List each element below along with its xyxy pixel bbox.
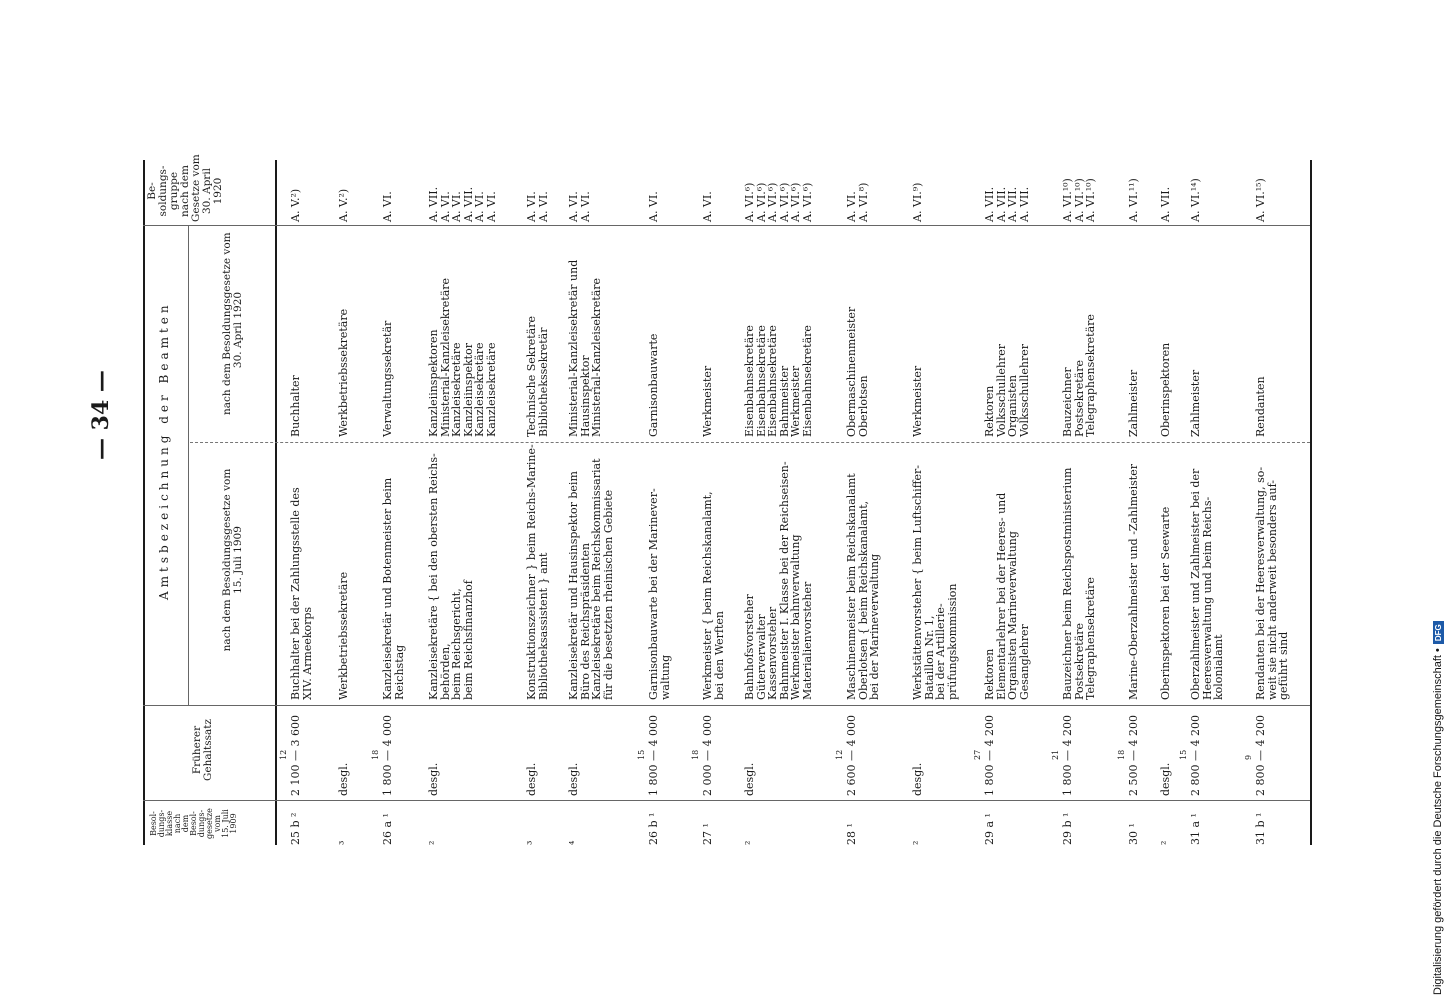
cell-title-1909 xyxy=(568,445,614,700)
cell-title-1909-line: Maschinenmeister beim Reichskanalamt xyxy=(845,473,858,700)
cell-title-1920-line: Ministerial-Kanzleisekretär und xyxy=(567,259,580,437)
cell-title-1909-line: waltung xyxy=(658,654,672,700)
cell-group-line: A. VI.¹⁰) xyxy=(1072,178,1086,222)
cell-title-1909 xyxy=(428,445,474,700)
col-sep-titles-group xyxy=(143,225,1310,226)
cell-group-line: A. VI.⁶) xyxy=(743,182,756,222)
cell-class: 27 ¹ xyxy=(701,823,714,845)
cell-title-1920-line: Bahnmeister xyxy=(777,365,791,437)
cell-group xyxy=(912,162,924,222)
cell-title-1920-line: Bibliothekssekretär xyxy=(536,327,550,437)
cell-title-1920-line: Bauzeichner xyxy=(1061,367,1074,437)
cell-title-1909-line: Gesanglehrer xyxy=(1017,624,1031,700)
cell-salary: desgl. xyxy=(525,762,538,796)
cell-group xyxy=(744,162,813,222)
cell-salary-superscript: 12 xyxy=(835,749,844,760)
header-class xyxy=(150,801,238,846)
cell-group-line: A. VI.¹⁵) xyxy=(1254,178,1267,222)
hdr-class-line: 15. Juli xyxy=(221,809,230,838)
cell-salary: 1 800 — 4 000 xyxy=(381,715,394,796)
cell-salary: 2 000 — 4 000 xyxy=(701,715,714,796)
cell-salary-superscript: 21 xyxy=(1051,749,1060,760)
cell-group-line: A. VI. xyxy=(647,191,660,222)
cell-title-1909 xyxy=(1128,445,1140,700)
cell-group-line: A. VII. xyxy=(1159,186,1172,222)
cell-title-1909-line: Werkbetriebssekretäre xyxy=(337,571,350,700)
cell-group-line: A. VI. xyxy=(438,191,452,222)
cell-title-1920-line: Werkmeister xyxy=(701,365,714,437)
cell-class: ² xyxy=(427,840,440,845)
cell-title-1909-line: prüfungskommission xyxy=(945,583,959,700)
cell-salary: desgl. xyxy=(567,762,580,796)
cell-group-line: A. VI. xyxy=(525,191,538,222)
cell-group-line: A. VII. xyxy=(427,186,440,222)
cell-group-line: A. V.²) xyxy=(289,188,302,222)
header-1909 xyxy=(222,440,244,680)
cell-group-line: A. VII. xyxy=(994,186,1008,222)
hdr-group-line: 30. April xyxy=(201,167,214,215)
digitization-note xyxy=(1432,621,1444,995)
cell-title-1920-line: Kanzleiinspektoren xyxy=(427,329,440,437)
cell-group xyxy=(382,162,394,222)
cell-title-1920 xyxy=(382,237,394,437)
cell-title-1909-line: Reichstag xyxy=(392,644,406,700)
cell-salary-superscript: 15 xyxy=(637,749,646,760)
cell-class: 29 a ¹ xyxy=(983,813,996,845)
cell-title-1909-line: Marine-Oberzahlmeister und -Zahlmeister xyxy=(1127,463,1140,700)
hdr-class-line: Besol- xyxy=(189,811,198,836)
cell-title-1920 xyxy=(702,237,714,437)
cell-title-1920-line: Garnisonbauwarte xyxy=(647,333,660,437)
cell-title-1920 xyxy=(648,237,660,437)
cell-title-1920-line: Buchhalter xyxy=(289,375,302,437)
cell-title-1920-line: Hausinspektor xyxy=(578,355,592,437)
cell-title-1909-line: Bahnhofsvorsteher xyxy=(743,594,756,700)
cell-class: 25 b ² xyxy=(289,812,302,845)
cell-title-1909-line: für die besetzten rheinischen Gebiete xyxy=(601,489,615,700)
cell-title-1909-line: Buchhalter bei der Zahlungsstelle des xyxy=(289,487,302,700)
cell-group-line: A. VI.¹¹) xyxy=(1127,178,1140,222)
hdr-group-line: nach dem xyxy=(179,165,192,217)
cell-title-1920-line: Eisenbahnsekretäre xyxy=(754,325,768,437)
cell-group xyxy=(984,162,1030,222)
cell-title-1920 xyxy=(912,237,924,437)
header-titles xyxy=(157,301,171,600)
header-salary-line1: Früherer xyxy=(191,725,203,775)
cell-group xyxy=(702,162,714,222)
cell-group xyxy=(1190,162,1202,222)
cell-title-1909-line: Bauzeichner beim Reichspostministerium xyxy=(1061,467,1074,700)
hdr-class-line: gesetze xyxy=(205,808,214,839)
hdr-group-line: gruppe xyxy=(168,171,181,211)
hdr-class-line: Besol- xyxy=(149,811,158,836)
cell-title-1909 xyxy=(1062,445,1097,700)
cell-title-1909-line: XIV. Armeekorps xyxy=(300,606,314,700)
cell-title-1920-line: Eisenbahnsekretäre xyxy=(743,325,756,437)
cell-salary: 1 800 — 4 000 xyxy=(647,715,660,796)
cell-title-1909-line: Telegraphensekretäre xyxy=(1084,577,1098,700)
cell-title-1920-line: Zahlmeister xyxy=(1127,369,1140,437)
hdr-group-line: Be- xyxy=(146,182,158,200)
cell-title-1920 xyxy=(568,237,603,437)
cell-title-1909-line: Kanzleisekretär und Botenmeister beim xyxy=(381,477,394,700)
cell-class: 28 ¹ xyxy=(845,823,858,845)
cell-title-1909-line: beim Reichsfinanzhof xyxy=(461,580,475,700)
cell-title-1920-line: Oberlotsen xyxy=(856,375,870,437)
cell-title-1920 xyxy=(744,237,813,437)
cell-salary: 1 800 — 4 200 xyxy=(983,715,996,796)
cell-group xyxy=(526,162,549,222)
cell-salary: desgl. xyxy=(743,762,756,796)
cell-title-1909-line: Werkmeister { beim Reichskanalamt, xyxy=(701,491,714,700)
cell-group-line: A. VI.⁹) xyxy=(911,182,924,222)
cell-title-1909 xyxy=(1255,445,1290,700)
cell-title-1920-line: Kanzleiinspektor xyxy=(461,343,475,437)
header-1920 xyxy=(221,232,245,415)
cell-title-1909-line: behörden, xyxy=(438,643,452,700)
cell-title-1909-line: weit sie nicht anderweit besonders auf- xyxy=(1265,480,1279,700)
header-salary xyxy=(192,710,214,790)
cell-title-1920 xyxy=(428,237,497,437)
cell-salary: desgl. xyxy=(337,762,350,796)
cell-group-line: A. VII. xyxy=(1017,186,1031,222)
cell-title-1920-line: Rektoren xyxy=(983,385,996,437)
cell-title-1920-line: Zahlmeister xyxy=(1189,369,1202,437)
cell-title-1920 xyxy=(526,237,549,437)
cell-group xyxy=(290,162,302,222)
cell-title-1909 xyxy=(648,445,671,700)
cell-title-1909-line: Güterverwalter xyxy=(754,614,768,700)
cell-class: 26 b ¹ xyxy=(647,812,660,845)
cell-class: ² xyxy=(911,840,924,845)
cell-title-1909-line: Heeresverwaltung und beim Reichs- xyxy=(1200,496,1214,700)
cell-class: ³ xyxy=(337,840,350,845)
cell-title-1909 xyxy=(744,445,813,700)
cell-salary-superscript: 18 xyxy=(691,749,700,760)
cell-title-1909-line: Oberzahlmeister und Zahlmeister bei der xyxy=(1189,468,1202,700)
cell-salary-superscript: 27 xyxy=(973,749,982,760)
cell-title-1909-line: Kanzleisekretäre beim Reichskommissariat xyxy=(590,458,604,700)
cell-salary: 2 800 — 4 200 xyxy=(1189,715,1202,796)
cell-group-line: A. VI. xyxy=(473,191,487,222)
col-sep-old-new xyxy=(190,442,1310,443)
cell-group xyxy=(568,162,591,222)
cell-title-1920-line: Obermaschinenmeister xyxy=(845,306,858,437)
cell-group-line: A. VII. xyxy=(1006,186,1020,222)
header-group xyxy=(146,154,225,222)
cell-title-1920-line: Technische Sekretäre xyxy=(525,316,538,437)
cell-salary: 1 800 — 4 200 xyxy=(1061,715,1074,796)
cell-group-line: A. V.²) xyxy=(337,188,350,222)
cell-group-line: A. VI. xyxy=(536,191,550,222)
cell-title-1920-line: Volksschullehrer xyxy=(994,343,1008,437)
cell-salary: desgl. xyxy=(1159,762,1172,796)
header-1909-line1: nach dem Besoldungsgesetze vom xyxy=(221,468,233,652)
cell-title-1909-line: Kanzleisekretär und Hausinspektor beim xyxy=(567,471,580,700)
cell-group-line: A. VII. xyxy=(983,186,996,222)
cell-title-1909 xyxy=(846,445,881,700)
cell-title-1920-line: Ministerial-Kanzleisekretäre xyxy=(590,277,604,437)
cell-title-1909 xyxy=(1160,445,1172,700)
cell-group xyxy=(1062,162,1097,222)
cell-title-1920-line: Kanzleisekretäre xyxy=(484,342,498,437)
cell-title-1909-line: kolonialamt xyxy=(1212,634,1226,700)
cell-class: ⁴ xyxy=(567,840,580,845)
cell-group xyxy=(1128,162,1140,222)
cell-group-line: A. VI.¹⁰) xyxy=(1061,178,1074,222)
cell-group-line: A. VI.⁶) xyxy=(766,182,780,222)
cell-salary-superscript: 9 xyxy=(1244,754,1253,760)
cell-salary-superscript: 18 xyxy=(1117,749,1126,760)
cell-title-1909-line: bei den Werften xyxy=(712,611,726,700)
cell-title-1909 xyxy=(290,445,313,700)
cell-class: 30 ¹ xyxy=(1127,823,1140,845)
cell-group-line: A. VII. xyxy=(461,186,475,222)
col-sep-salary-titles xyxy=(143,705,1310,706)
cell-title-1920-line: Kanzleisekretäre xyxy=(473,342,487,437)
cell-title-1920-line: Verwaltungssekretär xyxy=(381,320,394,437)
cell-title-1920 xyxy=(846,237,869,437)
cell-group-line: A. VI.⁸) xyxy=(856,182,870,222)
cell-title-1920 xyxy=(1160,237,1172,437)
cell-group-line: A. VI. xyxy=(845,191,858,222)
cell-group-line: A. VI. xyxy=(450,191,464,222)
hdr-class-line: klasse xyxy=(165,810,174,837)
cell-group-line: A. VI. xyxy=(701,191,714,222)
hdr-group-line: Gesetze vom xyxy=(190,154,203,222)
cell-title-1920-line: Kanzleisekretäre xyxy=(450,342,464,437)
cell-title-1909 xyxy=(338,445,350,700)
cell-group-line: A. VI. xyxy=(578,191,592,222)
cell-group-line: A. VI.¹⁴) xyxy=(1189,178,1202,222)
cell-title-1909-line: Organisten Marineverwaltung xyxy=(1006,531,1020,700)
cell-title-1909 xyxy=(984,445,1030,700)
cell-title-1909-line: geführt sind xyxy=(1277,631,1291,700)
cell-title-1920 xyxy=(338,237,350,437)
hdr-class-line: dungs- xyxy=(197,809,206,838)
hdr-class-line: nach xyxy=(173,813,182,834)
cell-class: ² xyxy=(743,840,756,845)
hdr-group-line: 1920 xyxy=(212,177,225,205)
cell-group-line: A. VI. xyxy=(484,191,498,222)
cell-salary: 2 500 — 4 200 xyxy=(1127,715,1140,796)
cell-title-1909 xyxy=(702,445,725,700)
cell-title-1909-line: bei der Marineverwaltung xyxy=(868,553,882,700)
table-rule-header-end xyxy=(275,160,277,845)
cell-title-1909-line: Rektoren xyxy=(983,648,996,700)
cell-title-1909-line: Konstruktionszeichner } beim Reichs-Marine- xyxy=(525,444,538,700)
dfg-logo: DFG xyxy=(1433,621,1444,644)
header-titles-text: Amtsbezeichnung der Beamten xyxy=(157,301,171,600)
cell-title-1920-line: Volksschullehrer xyxy=(1017,343,1031,437)
cell-title-1909-line: beim Reichsgericht, xyxy=(450,588,464,700)
cell-title-1920 xyxy=(290,237,302,437)
header-1920-line1: nach dem Besoldungsgesetze vom xyxy=(221,232,233,415)
cell-class: 31 b ¹ xyxy=(1254,812,1267,845)
cell-salary: desgl. xyxy=(427,762,440,796)
cell-group-line: A. VI. xyxy=(381,191,394,222)
cell-title-1920-line: Oberinspektoren xyxy=(1159,342,1172,437)
hdr-group-line: soldungs- xyxy=(157,165,170,217)
cell-salary-superscript: 18 xyxy=(371,749,380,760)
header-1920-line2: 30. April 1920 xyxy=(232,291,245,369)
cell-title-1909-line: Oberinspektoren bei der Seewarte xyxy=(1159,506,1172,700)
cell-title-1909-line: Werkstättenvorsteher { beim Luftschiffer- xyxy=(911,464,924,700)
header-salary-line2: Gehaltssatz xyxy=(202,719,215,781)
cell-title-1909 xyxy=(912,445,958,700)
cell-group xyxy=(428,162,497,222)
cell-salary: 2 100 — 3 600 xyxy=(289,715,302,796)
cell-group xyxy=(846,162,869,222)
cell-class: 31 a ¹ xyxy=(1189,813,1202,845)
cell-title-1909-line: Materialienvorsteher xyxy=(800,581,814,700)
cell-title-1909-line: Elementarlehrer bei der Heeres- und xyxy=(994,492,1008,700)
cell-salary-superscript: 12 xyxy=(279,749,288,760)
cell-group xyxy=(338,162,350,222)
cell-title-1920-line: Organisten xyxy=(1006,374,1020,437)
cell-title-1920-line: Eisenbahnsekretäre xyxy=(766,325,780,437)
digitization-note-text: Digitalisierung gefördert durch die Deutsche Forschungsgemeinschaft • xyxy=(1432,648,1444,995)
cell-group-line: A. VI.¹⁰) xyxy=(1084,178,1098,222)
cell-title-1920 xyxy=(1255,237,1267,437)
hdr-class-line: 1909 xyxy=(229,813,238,834)
cell-title-1920-line: Telegraphensekretäre xyxy=(1084,314,1098,437)
cell-title-1920 xyxy=(984,237,1030,437)
cell-group xyxy=(648,162,660,222)
cell-title-1909 xyxy=(526,445,549,700)
cell-title-1909-line: Werkmeister bahnverwaltung xyxy=(789,534,803,700)
cell-salary: 2 800 — 4 200 xyxy=(1254,715,1267,796)
table-rule-left xyxy=(143,160,145,845)
col-sep-title-subheader xyxy=(188,225,189,705)
cell-group xyxy=(1255,162,1267,222)
cell-title-1920-line: Postsekretäre xyxy=(1072,360,1086,437)
cell-title-1909 xyxy=(1190,445,1225,700)
hdr-class-line: vom xyxy=(213,815,222,832)
cell-title-1920-line: Eisenbahnsekretäre xyxy=(800,325,814,437)
cell-title-1920 xyxy=(1128,237,1140,437)
hdr-class-line: dem xyxy=(181,814,190,833)
cell-class: ³ xyxy=(525,840,538,845)
cell-salary-superscript: 15 xyxy=(1179,749,1188,760)
cell-class: 29 b ¹ xyxy=(1061,812,1074,845)
cell-title-1909-line: Bahnmeister I. Klasse bei der Reichseisen- xyxy=(777,461,791,700)
cell-group xyxy=(1160,162,1172,222)
cell-group-line: A. VI.⁶) xyxy=(754,182,768,222)
cell-title-1909-line: Postsekretäre xyxy=(1072,623,1086,700)
cell-title-1920-line: Ministerial-Kanzleisekretäre xyxy=(438,277,452,437)
cell-title-1909-line: Oberlotsen { beim Reichskanalamt, xyxy=(856,500,870,700)
cell-title-1909-line: Kanzleisekretäre { bei den obersten Reichs- xyxy=(427,453,440,700)
cell-title-1909-line: Kassenvorsteher xyxy=(766,606,780,700)
cell-group-line: A. VI.⁶) xyxy=(800,182,814,222)
cell-title-1920 xyxy=(1062,237,1097,437)
cell-title-1909-line: Büro des Reichspräsidenten xyxy=(578,542,592,700)
hdr-class-line: dungs- xyxy=(157,809,166,838)
cell-title-1909-line: Bibliotheksassistent } amt xyxy=(536,552,550,700)
cell-salary: 2 600 — 4 000 xyxy=(845,715,858,796)
cell-class: 26 a ¹ xyxy=(381,813,394,845)
cell-title-1920-line: Werkmeister xyxy=(789,365,803,437)
cell-group-line: A. VI.⁶) xyxy=(789,182,803,222)
cell-group-line: A. VI. xyxy=(567,191,580,222)
cell-title-1909-line: Garnisonbauwarte bei der Marinever- xyxy=(647,488,660,700)
cell-title-1909 xyxy=(382,445,405,700)
cell-group-line: A. VI.⁶) xyxy=(777,182,791,222)
cell-title-1920 xyxy=(1190,237,1202,437)
cell-title-1909-line: Bataillon Nr. 1, xyxy=(922,615,936,700)
table-rule-right xyxy=(1310,160,1312,845)
header-1909-line2: 15. Juli 1909 xyxy=(232,526,245,594)
col-sep-class-salary xyxy=(143,800,1310,801)
cell-title-1920-line: Werkbetriebssekretäre xyxy=(337,308,350,437)
cell-salary: desgl. xyxy=(911,762,924,796)
cell-title-1920-line: Werkmeister xyxy=(911,365,924,437)
cell-title-1909-line: bei der Artillerie- xyxy=(934,603,948,700)
cell-title-1909-line: Rendanten bei der Heeresverwaltung, so- xyxy=(1254,466,1267,700)
cell-class: ² xyxy=(1159,840,1172,845)
cell-title-1920-line: Rendanten xyxy=(1254,376,1267,437)
page-number: — 34 — xyxy=(88,370,114,460)
